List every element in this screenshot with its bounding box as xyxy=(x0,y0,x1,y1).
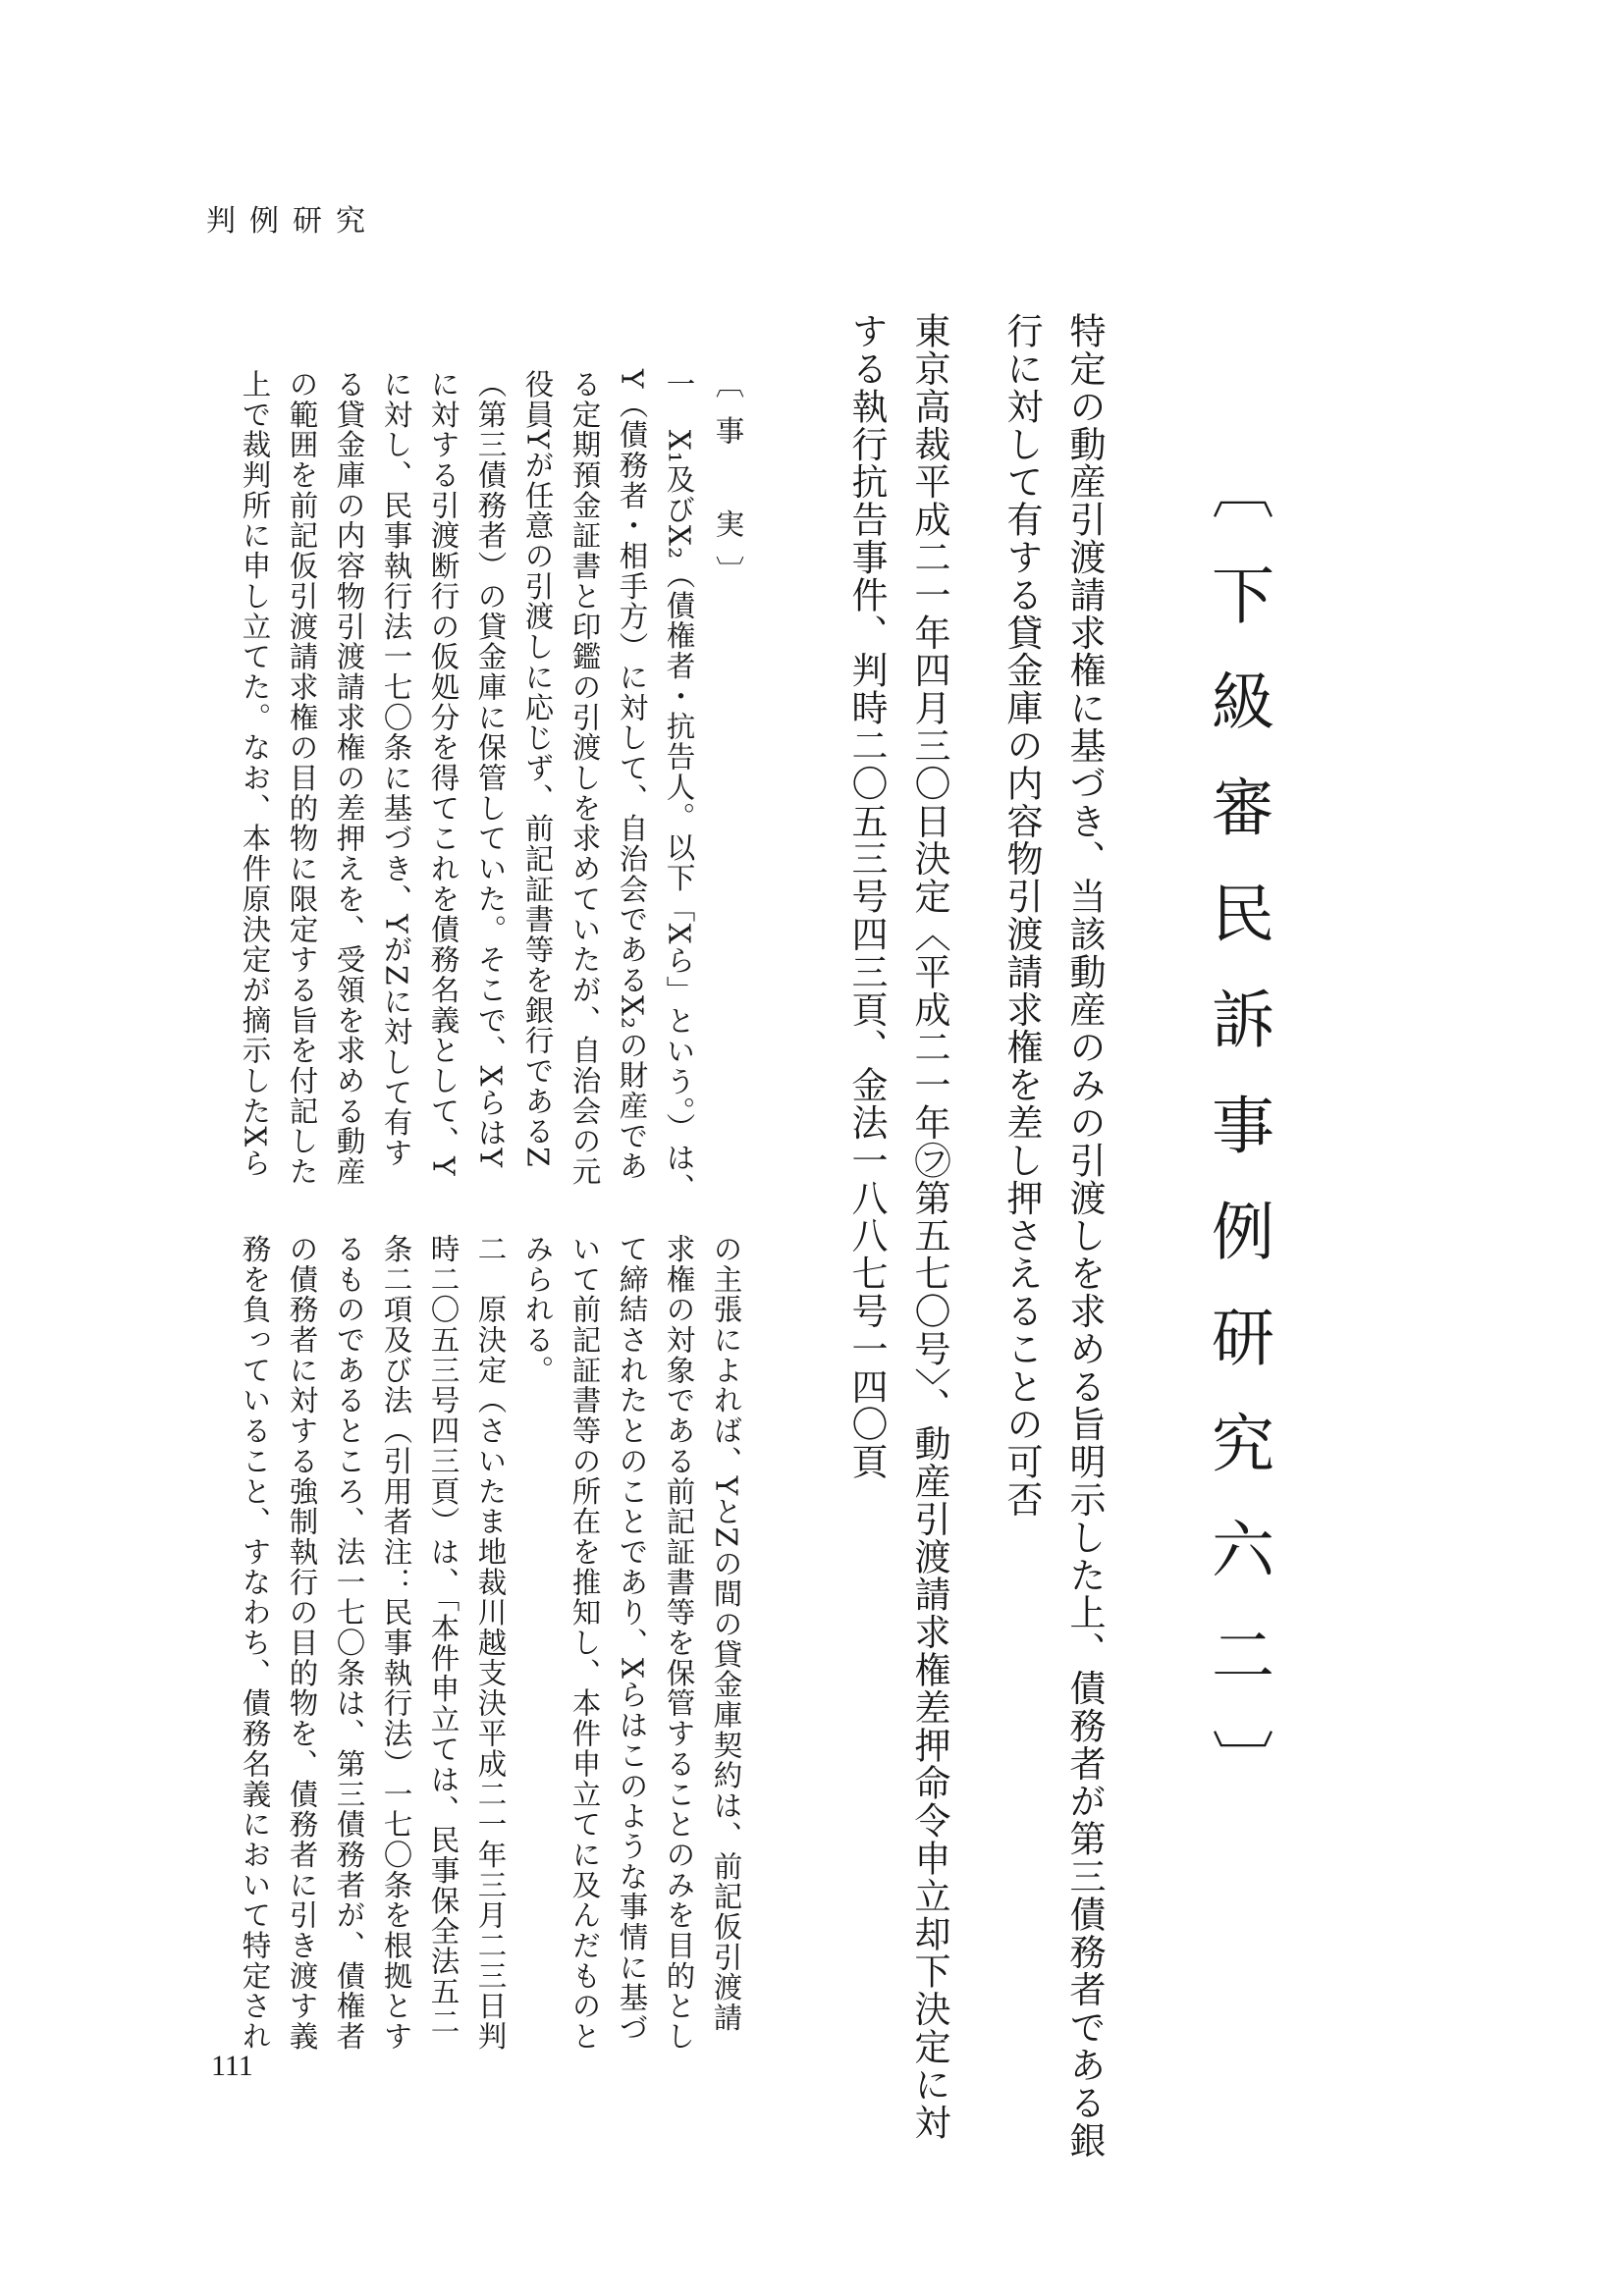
body-line: る貸金庫の内容物引渡請求権の差押えを、受領を求める動産 xyxy=(332,369,366,1187)
body-line: 条二項及び法（引用者注：民事執行法）一七〇条を根拠とす xyxy=(379,1234,413,2052)
headline-line: 特定の動産引渡請求権に基づき、当該動産のみの引渡しを求める旨明示した上、債務者が第三債務者である銀 xyxy=(1063,312,1106,2160)
body-line: の主張によれば、YとZの間の貸金庫契約は、前記仮引渡請 xyxy=(709,1234,743,2033)
headline-line: 東京高裁平成二一年四月三〇日決定〈平成二一年㋫第五七〇号〉、動産引渡請求権差押命令申立却下決定に対 xyxy=(908,312,950,2142)
body-line: に対する引渡断行の仮処分を得てこれを債務名義として、Y xyxy=(426,369,460,1177)
page-number: 111 xyxy=(211,2050,253,2082)
series-title: 〔下級審民訴事例研究六二〕 xyxy=(1201,456,1273,1835)
running-head: 判例研究 xyxy=(206,204,379,239)
body-line: て締結されたとのことであり、Xらはこのような事情に基づ xyxy=(615,1234,649,2044)
body-line: の範囲を前記仮引渡請求権の目的物に限定する旨を付記した xyxy=(285,369,319,1187)
body-line: る定期預金証書と印鑑の引渡しを求めていたが、自治会の元 xyxy=(568,369,602,1187)
body-line: 務を負っていること、すなわち、債務名義において特定され xyxy=(238,1234,272,2052)
body-line: 上で裁判所に申し立てた。なお、本件原決定が摘示したXら xyxy=(238,369,272,1179)
section-heading: 〔事 実〕 xyxy=(711,369,745,603)
body-line: 一 X₁及びX₂（債権者・抗告人。以下「Xら」という。）は、 xyxy=(662,369,696,1203)
body-line: みられる。 xyxy=(520,1234,555,1386)
body-line: Y（債務者・相手方）に対して、自治会であるX₂の財産であ xyxy=(615,369,649,1182)
headline-line: する執行抗告事件、判時二〇五三号四三頁、金法一八八七号一四〇頁 xyxy=(845,312,888,1481)
body-line: 時二〇五三号四三頁）は、「本件申立ては、民事保全法五二 xyxy=(426,1234,460,2038)
body-line: いて前記証書等の所在を推知し、本件申立てに及んだものと xyxy=(568,1234,602,2052)
body-line: 二 原決定（さいたま地裁川越支決平成二一年三月二三日判 xyxy=(473,1234,508,2052)
body-line: の債務者に対する強制執行の目的物を、債務者に引き渡す義 xyxy=(285,1234,319,2052)
body-line: るものであるところ、法一七〇条は、第三債務者が、債権者 xyxy=(332,1234,366,2052)
body-line: （第三債務者）の貸金庫に保管していた。そこで、XらはY xyxy=(473,369,508,1169)
body-line: 求権の対象である前記証書等を保管することのみを目的とし xyxy=(662,1234,696,2052)
headline-line: 行に対して有する貸金庫の内容物引渡請求権を差し押さえることの可否 xyxy=(1001,312,1043,1519)
body-line: に対し、民事執行法一七〇条に基づき、YがZに対して有す xyxy=(379,369,413,1168)
body-line: 役員Yが任意の引渡しに応じず、前記証書等を銀行であるZ xyxy=(520,369,555,1168)
